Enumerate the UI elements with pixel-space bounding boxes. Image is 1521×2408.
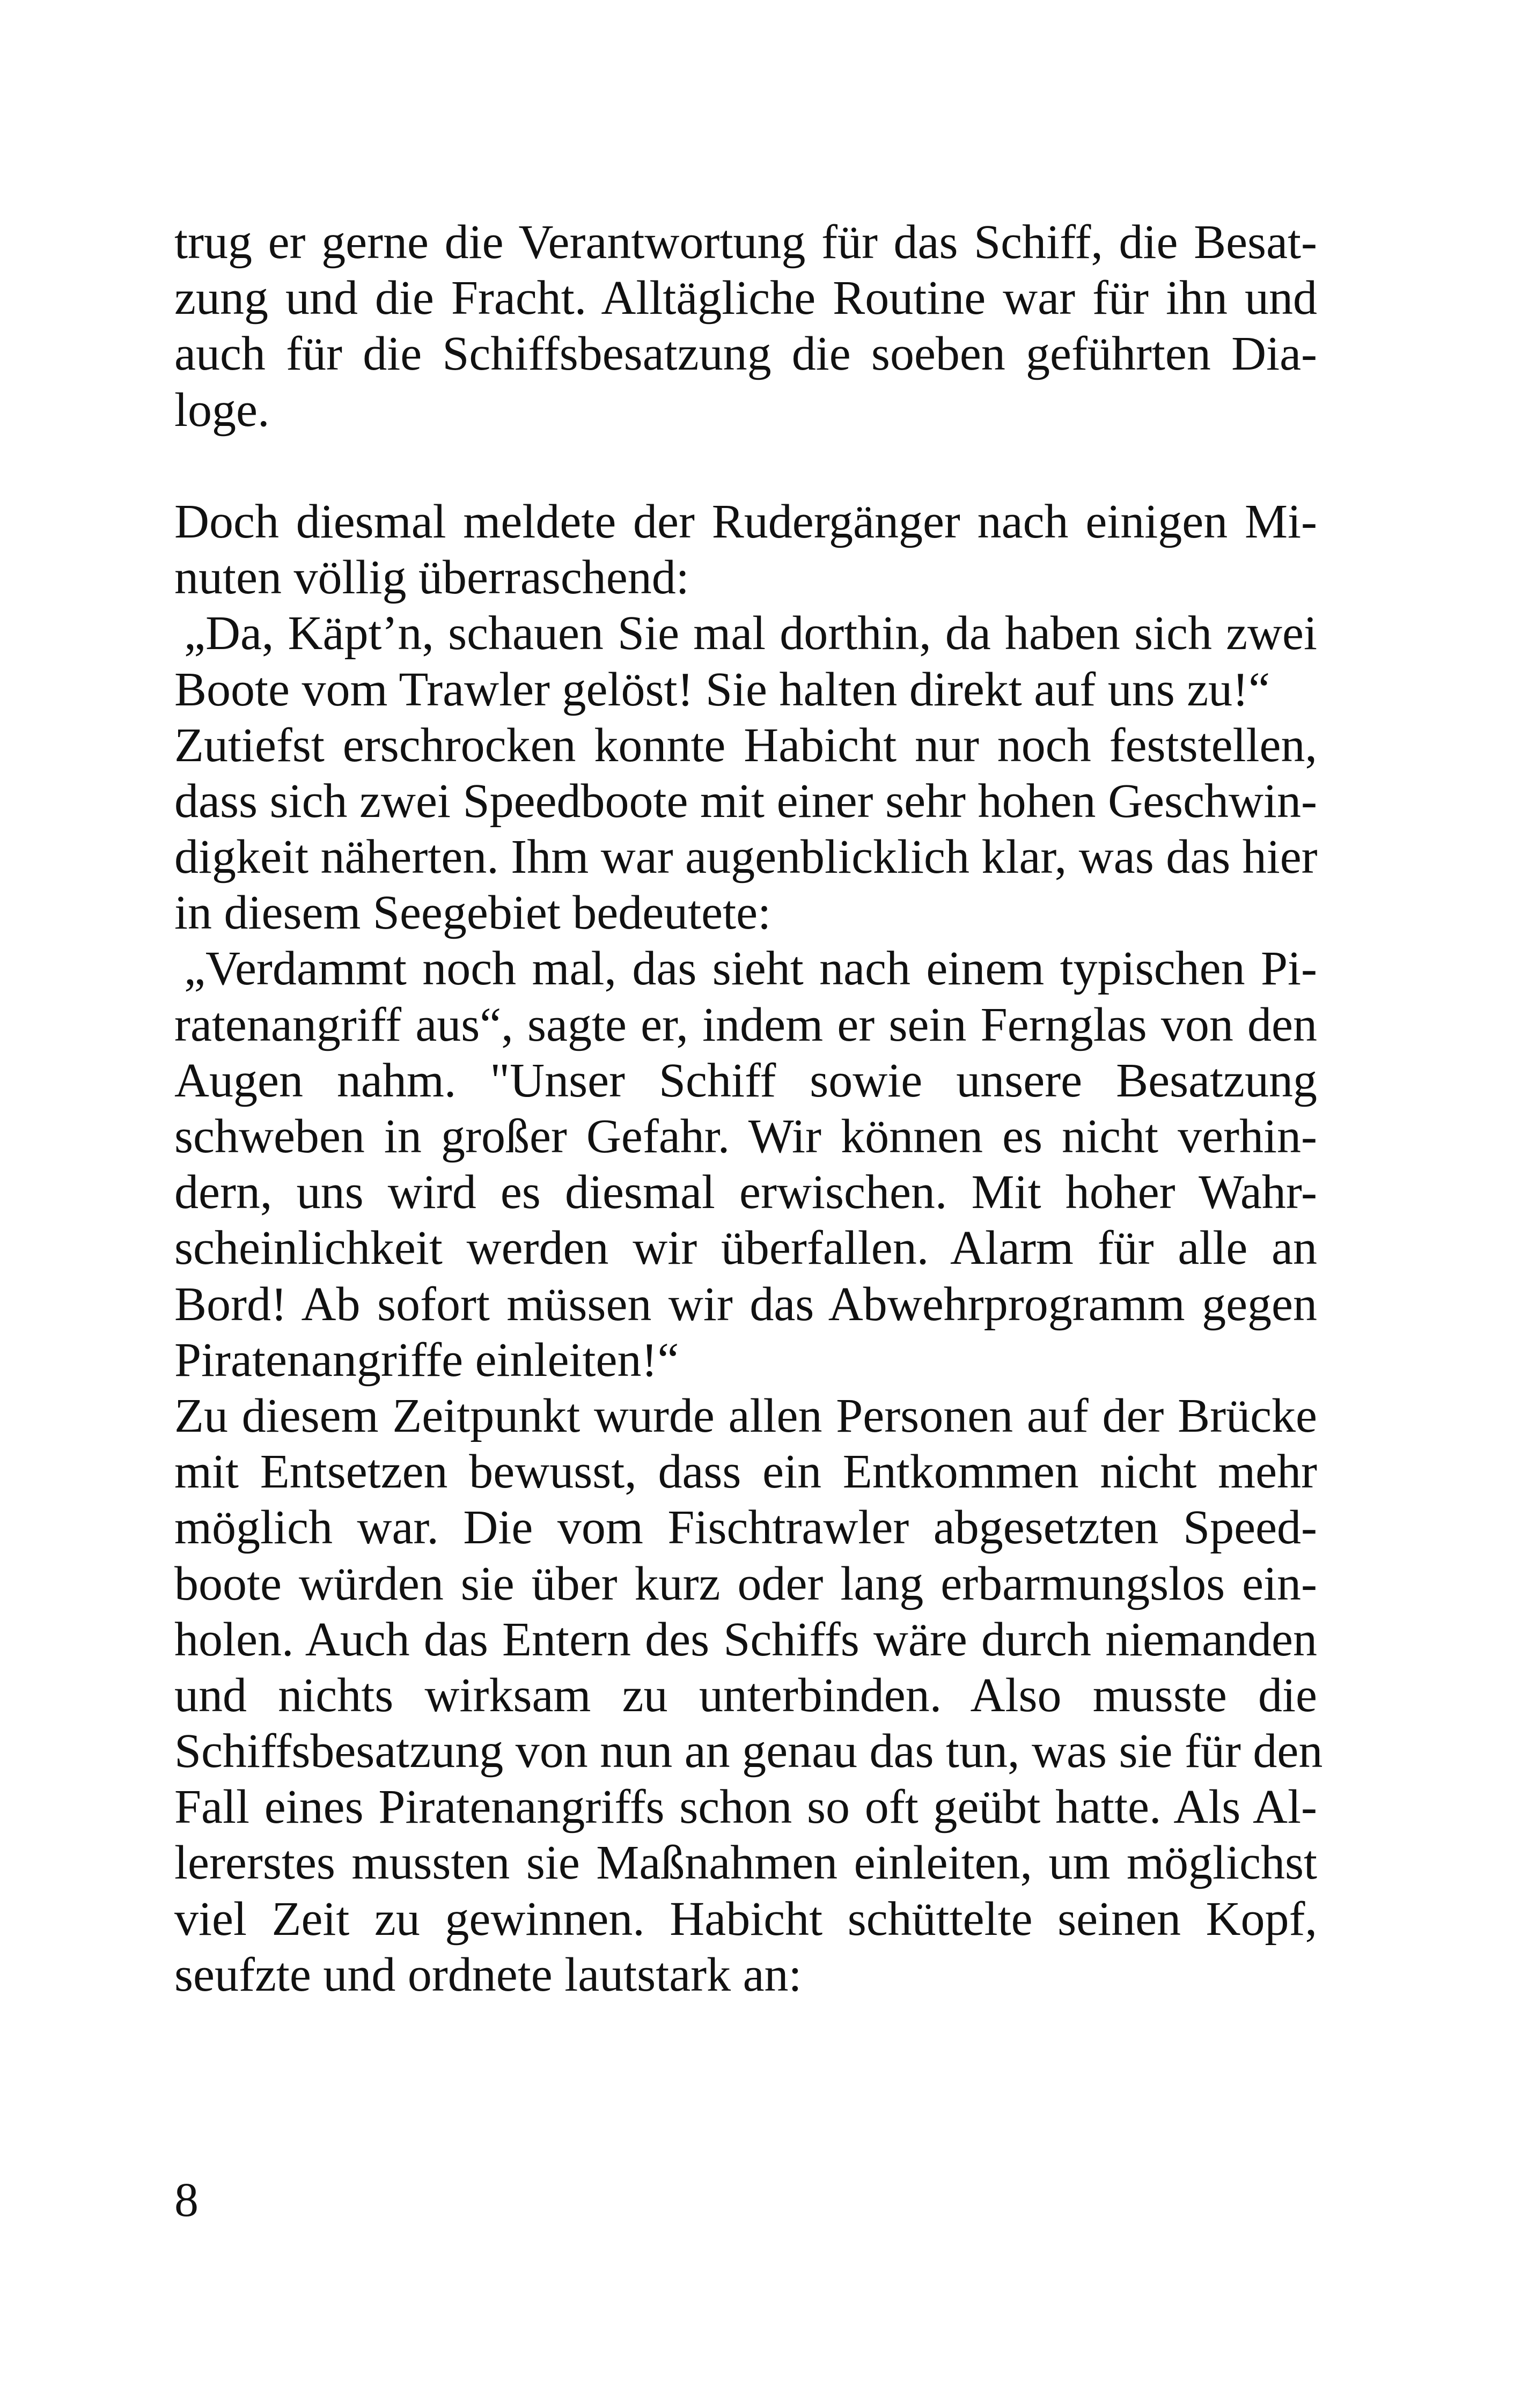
text-line: Schiffsbesatzung von nun an genau das tun, was sie für den (174, 1725, 1323, 1778)
text-line: dern, uns wird es diesmal erwischen. Mit hoher Wahr- (174, 1166, 1317, 1219)
text-line: zung und die Fracht. Alltägliche Routine war für ihn und (174, 271, 1317, 325)
text-line: ratenangriff aus“, sagte er, indem er sein Fernglas von den (174, 998, 1317, 1051)
text-line: in diesem Seegebiet bedeutete: (174, 886, 771, 940)
text-line: Zutiefst erschrocken konnte Habicht nur noch feststellen, (174, 718, 1317, 772)
text-line: Fall eines Piratenangriffs schon so oft geübt hatte. Als Al- (174, 1780, 1317, 1834)
text-line: dass sich zwei Speedboote mit einer sehr hohen Geschwin- (174, 774, 1317, 828)
text-line: Bord! Ab sofort müssen wir das Abwehrprogramm gegen (174, 1277, 1317, 1331)
text-line: loge. (174, 383, 270, 437)
text-line: und nichts wirksam zu unterbinden. Also musste die (174, 1668, 1317, 1722)
text-line: boote würden sie über kurz oder lang erbarmungslos ein- (174, 1557, 1317, 1610)
text-line: Doch diesmal meldete der Rudergänger nach einigen Mi- (174, 495, 1317, 548)
text-line: Boote vom Trawler gelöst! Sie halten direkt auf uns zu!“ (174, 662, 1270, 716)
body-text (174, 215, 1323, 2003)
text-line: seufzte und ordnete lautstark an: (174, 1948, 802, 2001)
text-line: Augen nahm. "Unser Schiff sowie unsere Besatzung (174, 1054, 1317, 1107)
text-line: auch für die Schiffsbesatzung die soeben geführten Dia- (174, 327, 1317, 381)
text-line: schweben in großer Gefahr. Wir können es nicht verhin- (174, 1110, 1317, 1163)
text-line: möglich war. Die vom Fischtrawler abgesetzten Speed- (174, 1501, 1317, 1555)
text-line: trug er gerne die Verantwortung für das Schiff, die Besat- (174, 216, 1317, 269)
text-line: lererstes mussten sie Maßnahmen einleiten, um möglichst (174, 1836, 1317, 1890)
text-line: Zu diesem Zeitpunkt wurde allen Personen auf der Brücke (174, 1389, 1317, 1442)
text-line: digkeit näherten. Ihm war augenblicklich klar, was das hier (174, 830, 1318, 884)
text-line: viel Zeit zu gewinnen. Habicht schüttelte seinen Kopf, (174, 1892, 1317, 1946)
text-line: „Da, Käpt’n, schauen Sie mal dorthin, da haben sich zwei (184, 607, 1317, 660)
paragraph-gap (174, 438, 1317, 494)
text-line: holen. Auch das Entern des Schiffs wäre durch niemanden (174, 1612, 1317, 1666)
text-line: Piratenangriffe einleiten!“ (174, 1333, 679, 1387)
text-line: nuten völlig überraschend: (174, 551, 689, 605)
page-number: 8 (174, 2174, 199, 2227)
text-line: „Verdammt noch mal, das sieht nach einem typischen Pi- (184, 942, 1317, 996)
text-line: scheinlichkeit werden wir überfallen. Alarm für alle an (174, 1221, 1317, 1275)
text-line: mit Entsetzen bewusst, dass ein Entkommen nicht mehr (174, 1445, 1317, 1499)
